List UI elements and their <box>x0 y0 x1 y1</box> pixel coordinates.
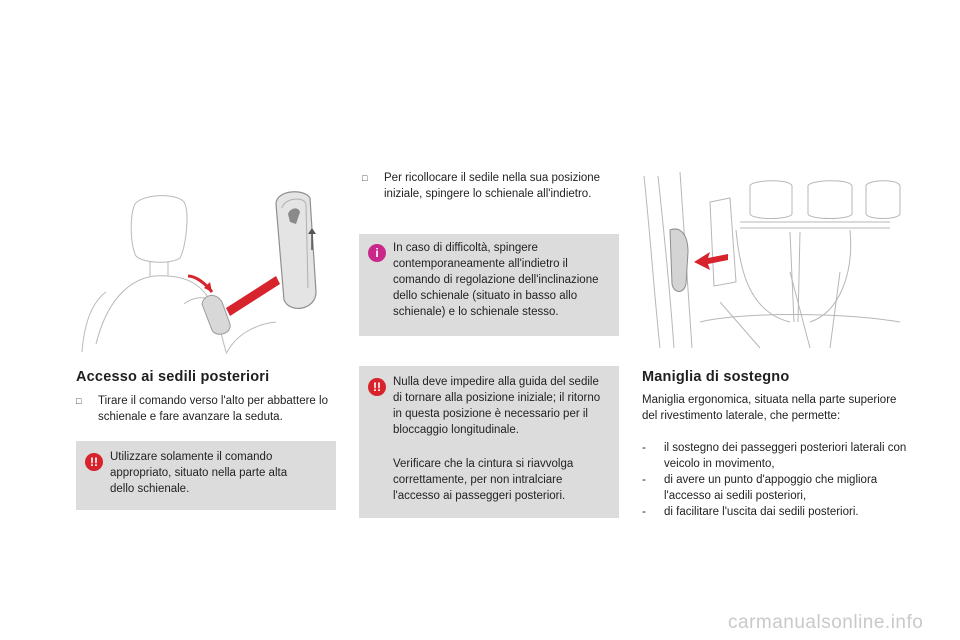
list-dash: - <box>642 506 646 518</box>
right-intro: Maniglia ergonomica, situata nella parte superiore del rivestimento laterale, che permette: <box>642 394 897 422</box>
exclamation-icon: !! <box>85 453 103 471</box>
list-item-text: di avere un punto d'appoggio che migliora l'accesso ai sedili posteriori, <box>664 474 878 502</box>
middle-warning-text-2: Verificare che la cintura si riavvolga correttamente, per non intralciare l'accesso ai passeggeri posteriori. <box>393 458 574 502</box>
middle-bullet-item <box>362 170 618 202</box>
watermark-link[interactable]: carmanualsonline.info <box>728 612 924 633</box>
lever-detail-inset <box>276 192 316 309</box>
middle-warning-text-1: Nulla deve impedire alla guida del sedile di tornare alla posizione iniziale; il ritorno in questa posizione è necessario per il bloccaggio longitudinale. <box>393 376 601 436</box>
seat-lever-shape <box>202 295 230 334</box>
left-warning-box <box>76 441 336 510</box>
left-bullet-item <box>76 393 338 425</box>
right-heading: Maniglia di sostegno <box>642 369 790 385</box>
right-list <box>642 440 908 520</box>
list-item <box>642 440 908 472</box>
list-item-text: il sostegno dei passeggeri posteriori laterali con veicolo in movimento, <box>664 442 907 470</box>
middle-warning-box <box>359 366 619 518</box>
grab-handle-illustration <box>640 172 902 350</box>
list-dash: - <box>642 474 646 486</box>
left-heading: Accesso ai sedili posteriori <box>76 369 270 385</box>
square-bullet-icon: □ <box>76 396 82 406</box>
list-dash: - <box>642 442 646 454</box>
middle-info-box <box>359 234 619 336</box>
grab-handle-shape <box>670 229 688 292</box>
square-bullet-icon: □ <box>362 173 368 183</box>
list-item <box>642 504 908 520</box>
left-bullet-text: Tirare il comando verso l'alto per abbattere lo schienale e fare avanzare la seduta. <box>98 395 328 423</box>
info-icon: i <box>368 244 386 262</box>
left-warning-text: Utilizzare solamente il comando appropriato, situato nella parte alta dello schienale. <box>110 451 288 495</box>
list-item <box>642 472 908 504</box>
exclamation-icon: !! <box>368 378 386 396</box>
seat-lever-illustration <box>76 184 336 354</box>
list-item-text: di facilitare l'uscita dai sedili posteriori. <box>664 506 859 518</box>
middle-info-text: In caso di difficoltà, spingere contemporaneamente all'indietro il comando di regolazione dell'inclinazione dello schienale (situato in basso allo schienale) e lo schienale stesso. <box>393 242 599 318</box>
middle-bullet-text: Per ricollocare il sedile nella sua posizione iniziale, spingere lo schienale all'indietro. <box>384 172 601 200</box>
